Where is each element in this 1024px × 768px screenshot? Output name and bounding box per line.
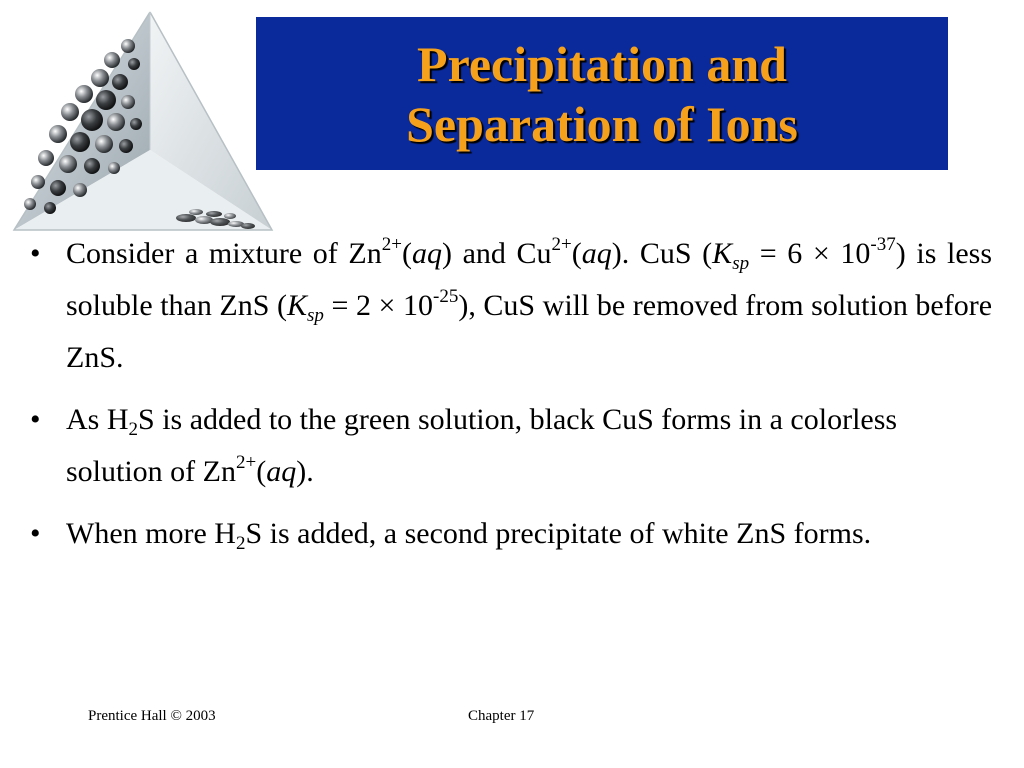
italic-text: aq [581, 237, 612, 270]
italic-text: sp [307, 305, 324, 326]
bullet-item-1 [30, 228, 992, 384]
bullet-list [30, 228, 992, 570]
slide-title-line-2: Separation of Ions [406, 95, 798, 152]
molecular-pyramid-logo-icon [10, 8, 280, 236]
bullet-item-2 [30, 394, 992, 498]
superscript: -37 [870, 234, 896, 255]
bullet-text: When more H [66, 517, 236, 550]
superscript: 2+ [381, 234, 402, 255]
bullet-text: ), CuS will be removed from solution before ZnS. [66, 289, 993, 374]
italic-text: aq [266, 455, 297, 488]
bullet-marker: • [30, 517, 41, 550]
subscript-italic [307, 305, 324, 326]
bullet-text: = 6 × 10 [749, 237, 871, 270]
bullet-text: As H [66, 403, 129, 436]
italic-text: K [287, 289, 308, 322]
bullet-marker: • [30, 237, 41, 270]
subscript: 2 [235, 533, 246, 554]
bullet-text: ). CuS ( [611, 237, 713, 270]
italic-text: aq [411, 237, 442, 270]
italic-text: K [712, 237, 733, 270]
bullet-text: S is added to the green solution, black CuS forms in a colorless solution of Zn [66, 403, 898, 488]
bullet-item-3 [30, 508, 992, 560]
footer-chapter: Chapter 17 [468, 708, 535, 724]
bullet-marker: • [30, 403, 41, 436]
italic-text: sp [732, 253, 750, 274]
bullet-text: ) and Cu [441, 237, 552, 270]
bullet-text: ) is less soluble than ZnS ( [66, 237, 992, 322]
bullet-text: = 2 × 10 [323, 289, 434, 322]
bullet-text: S is added, a second precipitate of white ZnS forms. [245, 517, 872, 550]
footer-copyright: Prentice Hall © 2003 [88, 708, 216, 724]
bullet-text: ( [256, 455, 267, 488]
bullet-text: ( [571, 237, 582, 270]
bullet-text: ). [296, 455, 314, 488]
slide-title-line-1: Precipitation and [417, 35, 787, 92]
subscript-italic [732, 253, 749, 274]
superscript: 2+ [551, 234, 572, 255]
title-banner [256, 17, 948, 170]
subscript: 2 [128, 419, 139, 440]
bullet-text: Consider a mixture of Zn [66, 237, 382, 270]
bullet-text: ( [401, 237, 412, 270]
superscript: -25 [433, 286, 459, 307]
superscript: 2+ [236, 452, 257, 473]
